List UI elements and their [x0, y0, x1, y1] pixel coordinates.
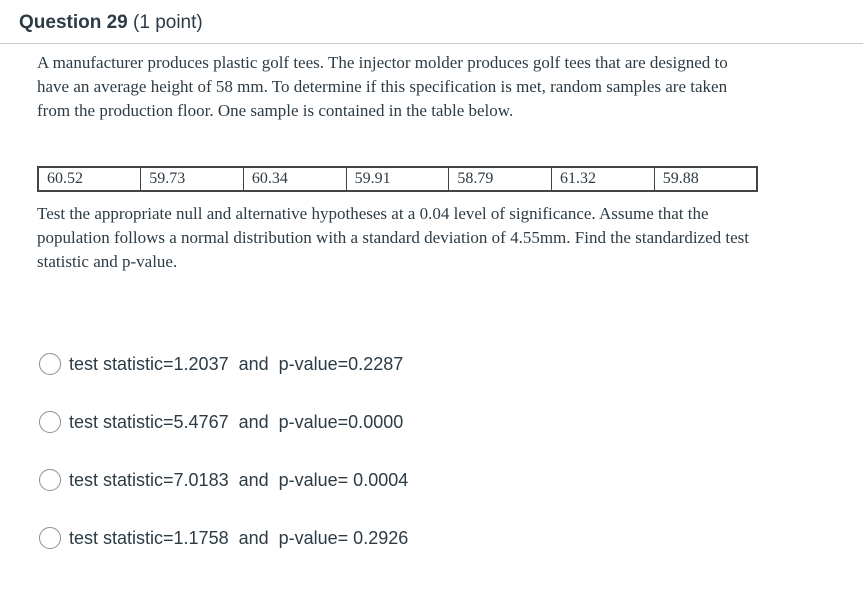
- table-cell: 58.79: [449, 167, 552, 191]
- radio-button[interactable]: [39, 469, 61, 491]
- answer-option-1[interactable]: [39, 351, 639, 377]
- question-header: [0, 0, 863, 44]
- question-points: (1 point): [127, 12, 203, 33]
- answer-option-4[interactable]: [39, 525, 639, 551]
- radio-button[interactable]: [39, 411, 61, 433]
- table-cell: 59.88: [654, 167, 757, 191]
- answer-option-label[interactable]: test statistic=5.4767 and p-value=0.0000: [69, 411, 404, 432]
- table-cell: 59.91: [346, 167, 449, 191]
- question-intro-text: A manufacturer produces plastic golf tees. The injector molder produces golf tees that are designed to have an average height of 58 mm. To determine if this specification is met, random samples are taken from the production floor. One sample is contained in the table below.: [37, 53, 728, 120]
- answer-option-2[interactable]: [39, 409, 639, 435]
- answer-options: [39, 351, 639, 583]
- radio-button[interactable]: [39, 353, 61, 375]
- answer-option-3[interactable]: [39, 467, 639, 493]
- sample-data-table: [37, 166, 758, 192]
- table-cell: 60.52: [38, 167, 141, 191]
- table-row: [38, 167, 757, 191]
- table-cell: 60.34: [243, 167, 346, 191]
- table-cell: 59.73: [141, 167, 244, 191]
- radio-button[interactable]: [39, 527, 61, 549]
- answer-option-label[interactable]: test statistic=1.1758 and p-value= 0.2926: [69, 527, 409, 548]
- answer-option-label[interactable]: test statistic=1.2037 and p-value=0.2287: [69, 353, 404, 374]
- table-cell: 61.32: [552, 167, 655, 191]
- question-instructions-text: Test the appropriate null and alternative hypotheses at a 0.04 level of significance. Assume that the population follows a normal distribution with a standard deviation of 4.55mm. Find the standardized test statistic and p-value.: [37, 204, 749, 271]
- question-title: Question 29: [19, 12, 128, 33]
- answer-option-label[interactable]: test statistic=7.0183 and p-value= 0.0004: [69, 469, 409, 490]
